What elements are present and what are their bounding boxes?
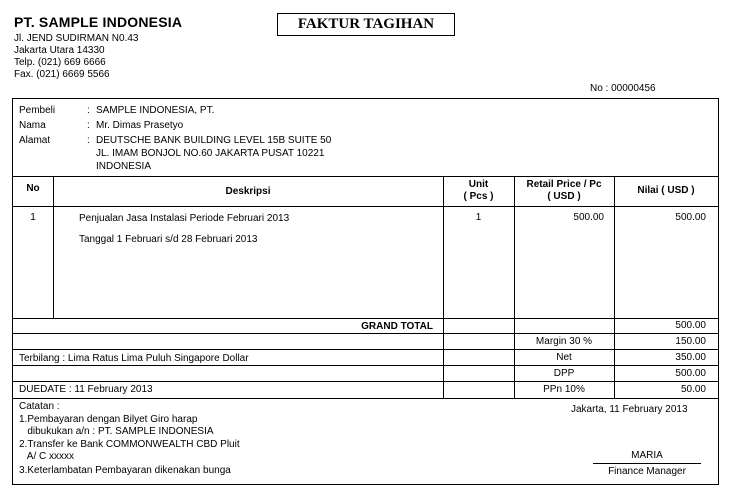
place-date: Jakarta, 11 February 2013: [571, 404, 688, 415]
ppn-value: 50.00: [680, 384, 706, 395]
alamat-line: JL. IMAM BONJOL NO.60 JAKARTA PUSAT 10221: [96, 148, 325, 159]
row-unit: 1: [475, 212, 482, 223]
margin-label: Margin 30 %: [535, 336, 593, 347]
net-value: 350.00: [675, 352, 706, 363]
note-line: dibukukan a/n : PT. SAMPLE INDONESIA: [19, 426, 214, 437]
divider: [13, 398, 718, 399]
margin-value: 150.00: [675, 336, 706, 347]
header-unit: Unit: [468, 179, 489, 190]
dpp-value: 500.00: [675, 368, 706, 379]
header-nilai: Nilai ( USD ): [637, 185, 695, 196]
pembeli-label: Pembeli: [19, 105, 56, 116]
divider: [614, 176, 615, 398]
note-line: 2.Transfer ke Bank COMMONWEALTH CBD Pluit: [19, 439, 240, 450]
grand-total-label: GRAND TOTAL: [361, 321, 433, 332]
divider: [13, 318, 718, 319]
note-line: 3.Keterlambatan Pembayaran dikenakan bunga: [19, 465, 231, 476]
divider: [53, 176, 54, 318]
divider: [13, 333, 718, 334]
invoice-title: FAKTUR TAGIHAN: [277, 13, 455, 36]
terbilang: Terbilang : Lima Ratus Lima Puluh Singapore Dollar: [19, 353, 249, 364]
pembeli-value: SAMPLE INDONESIA, PT.: [96, 105, 215, 116]
alamat-line: DEUTSCHE BANK BUILDING LEVEL 15B SUITE 50: [96, 135, 332, 146]
signature-line: [593, 463, 701, 464]
grand-total-value: 500.00: [675, 320, 706, 331]
nama-label: Nama: [19, 120, 46, 131]
divider: [13, 176, 718, 177]
catatan-label: Catatan :: [19, 401, 60, 412]
colon: :: [87, 120, 90, 131]
note-line: 1.Pembayaran dengan Bilyet Giro harap: [19, 414, 198, 425]
net-label: Net: [556, 352, 572, 363]
dpp-label: DPP: [553, 368, 575, 379]
row-nilai: 500.00: [675, 212, 706, 223]
signer-name: MARIA: [631, 450, 663, 461]
signer-title: Finance Manager: [608, 466, 686, 477]
row-description-detail: Tanggal 1 Februari s/d 28 Februari 2013: [79, 234, 258, 245]
divider: [13, 349, 718, 350]
header-price: Retail Price / Pc: [526, 179, 602, 190]
company-address-line: Jl. JEND SUDIRMAN N0.43: [14, 33, 139, 44]
company-name: PT. SAMPLE INDONESIA: [14, 14, 183, 30]
invoice-body: [12, 98, 719, 485]
colon: :: [87, 105, 90, 116]
divider: [443, 176, 444, 398]
company-fax: Fax. (021) 6669 5566: [14, 69, 110, 80]
company-address-line: Jakarta Utara 14330: [14, 45, 105, 56]
colon: :: [87, 135, 90, 146]
divider: [514, 176, 515, 398]
invoice-number: No : 00000456: [590, 83, 656, 94]
header-price-sub: ( USD ): [547, 191, 581, 202]
row-price: 500.00: [573, 212, 604, 223]
divider: [13, 381, 718, 382]
header-unit-sub: ( Pcs ): [463, 191, 494, 202]
alamat-label: Alamat: [19, 135, 51, 146]
divider: [13, 365, 718, 366]
note-line: A/ C xxxxx: [19, 451, 75, 462]
row-no: 1: [30, 212, 36, 223]
divider: [13, 206, 718, 207]
ppn-label: PPn 10%: [543, 384, 585, 395]
header-deskripsi: Deskripsi: [225, 186, 271, 197]
row-description: Penjualan Jasa Instalasi Periode Februari 2013: [79, 213, 290, 224]
alamat-line: INDONESIA: [96, 161, 152, 172]
duedate: DUEDATE : 11 February 2013: [19, 384, 153, 395]
header-no: No: [26, 183, 40, 194]
nama-value: Mr. Dimas Prasetyo: [96, 120, 184, 131]
company-phone: Telp. (021) 669 6666: [14, 57, 106, 68]
